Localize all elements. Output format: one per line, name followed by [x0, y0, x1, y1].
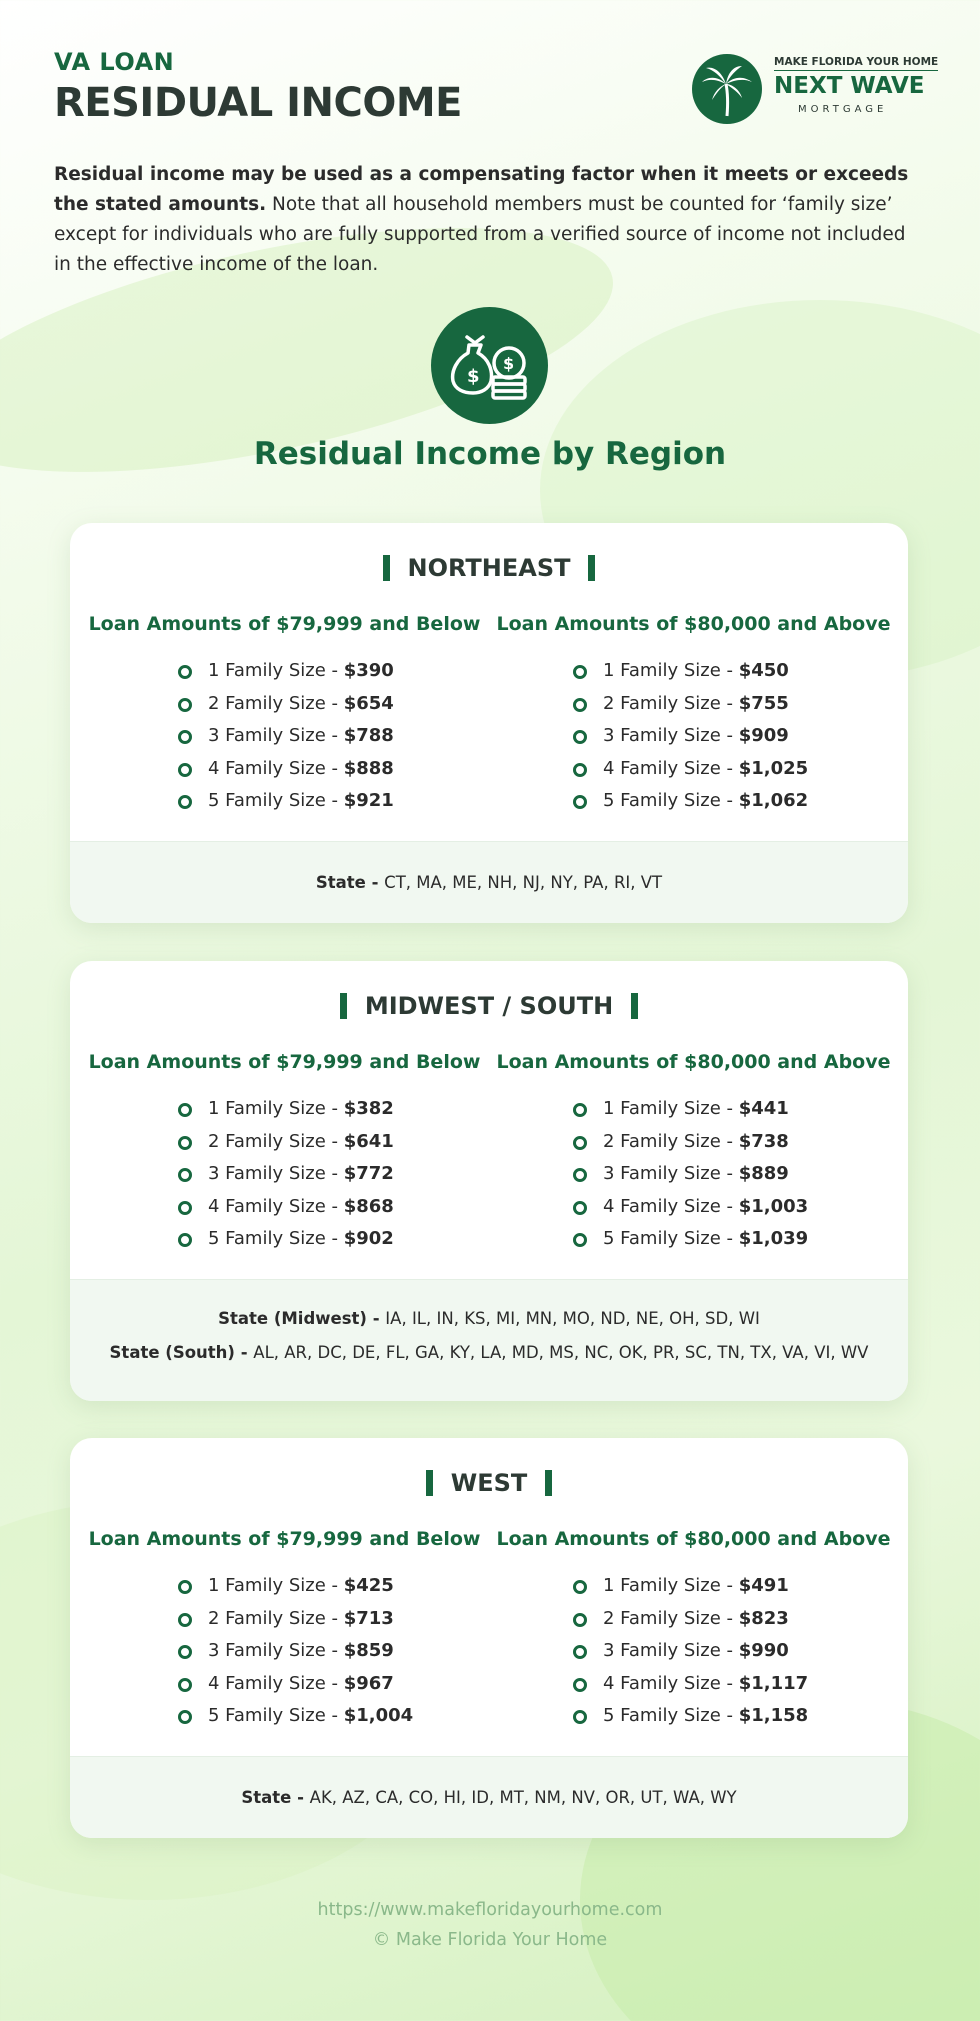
region-title: WEST: [450, 1469, 528, 1497]
residual-amount: $1,039: [738, 1228, 809, 1249]
bullet-icon: [178, 1710, 192, 1724]
list-item: 5 Family Size - $1,039: [489, 1223, 908, 1256]
list-item: 5 Family Size - $921: [70, 785, 489, 818]
residual-amount: $902: [343, 1228, 394, 1249]
bullet-icon: [573, 1168, 587, 1182]
residual-amount: $755: [738, 692, 789, 714]
residual-amount: $382: [343, 1098, 394, 1119]
residual-amount: $990: [738, 1640, 789, 1661]
bullet-icon: [573, 730, 587, 744]
bullet-icon: [573, 665, 587, 679]
bullet-icon: [573, 1233, 587, 1247]
residual-amount: $1,003: [738, 1195, 809, 1217]
loan-column-below: [70, 613, 489, 818]
list-item: 4 Family Size - $868: [70, 1191, 489, 1224]
list-item: 4 Family Size - $888: [70, 753, 489, 786]
residual-amount: $823: [738, 1607, 789, 1629]
bullet-icon: [573, 763, 587, 777]
state-line: State (Midwest) - IA, IL, IN, KS, MI, MN, MO, ND, NE, OH, SD, WI: [218, 1309, 760, 1328]
region-header: [70, 961, 908, 1051]
bullet-icon: [178, 1233, 192, 1247]
state-list: [70, 1756, 908, 1838]
residual-amount: $1,117: [738, 1672, 809, 1694]
list-item: 5 Family Size - $1,004: [70, 1700, 489, 1733]
bullet-icon: [573, 698, 587, 712]
list-item: 3 Family Size - $772: [70, 1158, 489, 1191]
bullet-icon: [573, 1645, 587, 1659]
bullet-icon: [178, 1580, 192, 1594]
region-header: [70, 523, 908, 613]
list-item: 2 Family Size - $755: [489, 688, 908, 721]
residual-amount: $1,025: [738, 757, 809, 779]
logo-tagline: MAKE FLORIDA YOUR HOME: [774, 56, 938, 71]
list-item: 4 Family Size - $1,117: [489, 1668, 908, 1701]
list-item: 4 Family Size - $1,003: [489, 1191, 908, 1224]
bullet-icon: [178, 1645, 192, 1659]
title-accent-bar: [631, 993, 638, 1019]
residual-amount: $772: [343, 1163, 394, 1184]
list-item: 4 Family Size - $1,025: [489, 753, 908, 786]
title-accent-bar: [426, 1470, 433, 1496]
residual-amount: $1,158: [738, 1705, 809, 1726]
logo-subtitle: MORTGAGE: [798, 104, 888, 115]
residual-amount: $390: [343, 660, 394, 681]
state-line: State - CT, MA, ME, NH, NJ, NY, PA, RI, VT: [315, 873, 663, 892]
residual-amount: $654: [343, 692, 394, 714]
logo-name: NEXT WAVE: [774, 73, 925, 99]
residual-amount: $788: [343, 725, 394, 746]
bullet-icon: [573, 1136, 587, 1150]
list-item: 2 Family Size - $823: [489, 1603, 908, 1636]
bullet-icon: [573, 1710, 587, 1724]
bullet-icon: [178, 795, 192, 809]
list-item: 5 Family Size - $1,062: [489, 785, 908, 818]
brand-logo[interactable]: [692, 52, 939, 124]
loan-column-above: [489, 1528, 908, 1733]
list-item: 5 Family Size - $1,158: [489, 1700, 908, 1733]
residual-amount: $921: [343, 790, 394, 811]
region-card-midwest-south: [70, 961, 908, 1401]
bullet-icon: [573, 1103, 587, 1117]
page-title: RESIDUAL INCOME: [54, 80, 462, 126]
palm-tree-icon: [692, 54, 762, 124]
intro-paragraph: [54, 160, 926, 280]
list-item: 3 Family Size - $889: [489, 1158, 908, 1191]
column-heading: Loan Amounts of $79,999 and Below: [88, 1528, 481, 1550]
page-header: [54, 48, 462, 126]
footer-copyright: © Make Florida Your Home: [372, 1930, 608, 1950]
bullet-icon: [178, 1613, 192, 1627]
region-title: MIDWEST / SOUTH: [364, 992, 614, 1020]
svg-text:$: $: [503, 354, 515, 373]
list-item: 1 Family Size - $450: [489, 655, 908, 688]
residual-amount: $738: [738, 1130, 789, 1152]
list-item: 1 Family Size - $390: [70, 655, 489, 688]
section-title: Residual Income by Region: [253, 436, 727, 472]
bullet-icon: [178, 665, 192, 679]
column-heading: Loan Amounts of $79,999 and Below: [88, 1051, 481, 1073]
list-item: 1 Family Size - $382: [70, 1093, 489, 1126]
region-card-west: [70, 1438, 908, 1838]
bullet-icon: [178, 1678, 192, 1692]
bullet-icon: [573, 1580, 587, 1594]
region-header: [70, 1438, 908, 1528]
intro-text: Note that all household members must be counted for ‘family size’ except for individuals who are fully supported from a verified source of income not included in the effective income of the loan.: [54, 194, 906, 275]
loan-column-above: [489, 1051, 908, 1256]
list-item: 1 Family Size - $441: [489, 1093, 908, 1126]
list-item: 4 Family Size - $967: [70, 1668, 489, 1701]
title-accent-bar: [545, 1470, 552, 1496]
list-item: 2 Family Size - $713: [70, 1603, 489, 1636]
residual-amount: $888: [343, 757, 394, 779]
bullet-icon: [178, 1103, 192, 1117]
residual-amount: $713: [343, 1607, 394, 1629]
residual-amount: $425: [343, 1575, 394, 1596]
state-line: State - AK, AZ, CA, CO, HI, ID, MT, NM, NV, OR, UT, WA, WY: [241, 1788, 737, 1807]
residual-amount: $491: [738, 1575, 789, 1596]
bullet-icon: [178, 763, 192, 777]
bullet-icon: [178, 1136, 192, 1150]
list-item: 3 Family Size - $859: [70, 1635, 489, 1668]
bullet-icon: [178, 730, 192, 744]
title-accent-bar: [383, 555, 390, 581]
residual-amount: $450: [738, 660, 789, 681]
residual-amount: $859: [343, 1640, 394, 1661]
intro-bold-text: Residual income may be used as a compensating factor when it meets or exceeds the stated amounts.: [54, 164, 909, 215]
state-list: [70, 841, 908, 923]
column-heading: Loan Amounts of $80,000 and Above: [496, 613, 891, 635]
list-item: 1 Family Size - $491: [489, 1570, 908, 1603]
list-item: 3 Family Size - $909: [489, 720, 908, 753]
bullet-icon: [573, 1678, 587, 1692]
residual-amount: $641: [343, 1130, 394, 1152]
list-item: 2 Family Size - $738: [489, 1126, 908, 1159]
bullet-icon: [573, 1201, 587, 1215]
region-title: NORTHEAST: [407, 554, 571, 582]
bullet-icon: [178, 698, 192, 712]
residual-amount: $1,004: [343, 1705, 414, 1726]
bullet-icon: [178, 1168, 192, 1182]
list-item: 3 Family Size - $990: [489, 1635, 908, 1668]
list-item: 2 Family Size - $641: [70, 1126, 489, 1159]
title-accent-bar: [340, 993, 347, 1019]
residual-amount: $868: [343, 1195, 394, 1217]
svg-text:$: $: [467, 366, 480, 387]
residual-amount: $909: [738, 725, 789, 746]
column-heading: Loan Amounts of $80,000 and Above: [496, 1528, 891, 1550]
title-accent-bar: [588, 555, 595, 581]
column-heading: Loan Amounts of $80,000 and Above: [496, 1051, 891, 1073]
residual-amount: $889: [738, 1163, 789, 1184]
list-item: 5 Family Size - $902: [70, 1223, 489, 1256]
region-card-northeast: [70, 523, 908, 923]
residual-amount: $441: [738, 1098, 789, 1119]
page-eyebrow: VA LOAN: [54, 48, 175, 76]
residual-amount: $1,062: [738, 790, 809, 811]
bullet-icon: [573, 795, 587, 809]
column-heading: Loan Amounts of $79,999 and Below: [88, 613, 481, 635]
loan-column-above: [489, 613, 908, 818]
money-bag-icon: [431, 307, 548, 424]
list-item: 2 Family Size - $654: [70, 688, 489, 721]
list-item: 3 Family Size - $788: [70, 720, 489, 753]
residual-amount: $967: [343, 1672, 394, 1694]
state-line: State (South) - AL, AR, DC, DE, FL, GA, KY, LA, MD, MS, NC, OK, PR, SC, TN, TX, VA, VI, WV: [109, 1343, 869, 1362]
bullet-icon: [178, 1201, 192, 1215]
loan-column-below: [70, 1051, 489, 1256]
bullet-icon: [573, 1613, 587, 1627]
list-item: 1 Family Size - $425: [70, 1570, 489, 1603]
state-list: [70, 1279, 908, 1401]
footer-url[interactable]: https://www.makefloridayourhome.com: [317, 1900, 663, 1920]
loan-column-below: [70, 1528, 489, 1733]
